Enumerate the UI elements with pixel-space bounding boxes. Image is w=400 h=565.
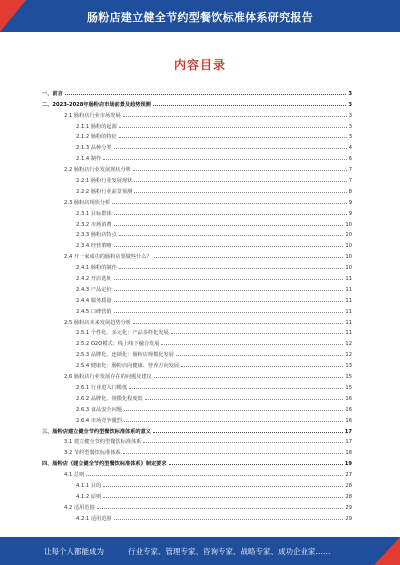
toc-leader-dots [114,290,344,291]
toc-entry-page: 13 [345,363,352,370]
toc-leader-dots [114,301,344,302]
toc-entry[interactable] [42,97,352,108]
toc-entry[interactable] [42,467,352,478]
toc-entry-page: 11 [345,297,352,304]
document-title: 肠粉店建立健全节约型餐饮标准体系研究报告 [87,11,313,24]
toc-entry[interactable] [42,500,352,511]
toc-leader-dots [119,127,347,128]
toc-entry-page: 9 [348,199,352,206]
toc-entry-label: 二、2023-2028年肠粉店市场前景及趋势预测 [42,101,151,108]
table-of-contents [42,86,352,522]
toc-leader-dots [103,159,346,160]
toc-entry-label: 2.6 肠粉店行业发展存在的问题及建议 [64,374,152,381]
toc-entry-page: 3 [348,112,352,119]
toc-entry[interactable] [42,206,352,217]
toc-leader-dots [154,377,344,378]
toc-leader-dots [114,214,347,215]
toc-entry-page: 15 [345,374,352,381]
toc-entry[interactable] [42,402,352,413]
toc-entry-page: 17 [345,439,352,446]
toc-leader-dots [123,116,347,117]
toc-leader-dots [112,203,346,204]
toc-entry[interactable] [42,140,352,151]
header-bar [0,0,400,32]
toc-leader-dots [119,268,344,269]
toc-entry[interactable] [42,108,352,119]
toc-leader-dots [134,181,346,182]
toc-entry[interactable] [42,489,352,500]
toc-entry[interactable] [42,249,352,260]
toc-entry[interactable] [42,130,352,141]
toc-entry-label: 4.1 总则 [64,472,85,479]
toc-entry-page: 10 [345,232,352,239]
toc-entry-page: 11 [345,308,352,315]
toc-leader-dots [119,137,347,138]
toc-entry-label: 三、肠粉店建立健全节约型餐饮标准体系的意义 [42,428,151,435]
toc-entry-label: 四、肠粉店《建立健全节约型餐饮标准体系》制定要求 [42,461,167,468]
footer-slogan-right: 行业专家、管理专家、咨询专家、战略专家、成功企业家…… [128,547,331,556]
toc-leader-dots [153,105,347,106]
toc-entry[interactable] [42,217,352,228]
toc-entry[interactable] [42,173,352,184]
toc-leader-dots [114,519,344,520]
toc-entry-page: 11 [345,319,352,326]
toc-entry-page: 10 [345,221,352,228]
toc-entry-label: 2.3.1 目标群体 [76,210,112,217]
toc-leader-dots [161,344,343,345]
toc-leader-dots [119,235,344,236]
toc-entry-label: 2.5.1 个性化、多元化：产品多样化发展 [76,330,169,337]
toc-entry[interactable] [42,271,352,282]
toc-entry-page: 9 [348,210,352,217]
toc-entry[interactable] [42,282,352,293]
toc-entry-label: 2.4 开一家成功的肠粉店要做些什么？ [64,254,152,261]
toc-leader-dots [114,246,344,247]
toc-entry-page: 15 [345,384,352,391]
toc-entry-page: 11 [345,276,352,283]
toc-entry-label: 2.4.5 口碑营销 [76,308,112,315]
toc-entry-label: 一、前言 [42,90,63,97]
toc-entry-label: 2.1.3 品种分类 [76,145,112,152]
toc-entry-page: 10 [345,243,352,250]
toc-leader-dots [103,497,343,498]
toc-entry-label: 2.4.3 产品定价 [76,286,112,293]
toc-entry[interactable] [42,478,352,489]
toc-leader-dots [114,148,347,149]
toc-entry-page: 4 [348,145,352,152]
toc-leader-dots [86,475,343,476]
toc-entry-page: 16 [345,417,352,424]
toc-leader-dots [154,257,344,258]
toc-entry-page: 18 [345,450,352,457]
toc-entry[interactable] [42,119,352,130]
toc-entry-page: 11 [345,286,352,293]
toc-entry-label: 2.3.4 经营策略 [76,243,112,250]
toc-leader-dots [143,442,343,443]
toc-entry-page: 27 [345,472,352,479]
toc-entry-page: 3 [348,90,352,97]
toc-leader-dots [114,312,344,313]
toc-entry-label: 2.6.4 市场竞争激烈 [76,417,122,424]
toc-entry-label: 2.2 肠粉店行业发展现状分析 [64,167,131,174]
toc-entry-page: 11 [345,330,352,337]
toc-entry-label: 2.5.2 O2O模式：线上线下融合发展 [76,341,160,348]
toc-leader-dots [133,323,343,324]
toc-entry-label: 4.2.1 适用范围 [76,515,112,522]
toc-entry-page: 28 [345,493,352,500]
toc-leader-dots [97,508,344,509]
toc-entry-label: 3.1 建立健全节约型餐饮标准体系 [64,439,142,446]
toc-leader-dots [124,421,343,422]
toc-entry[interactable] [42,391,352,402]
toc-entry-page: 3 [348,123,352,130]
toc-entry-label: 2.1.2 肠粉的特征 [76,134,117,141]
toc-entry-label: 2.1.1 肠粉的起源 [76,123,117,130]
toc-entry-label: 2.4.1 肠粉的制作 [76,265,117,272]
toc-leader-dots [145,399,344,400]
toc-entry-page: 17 [344,428,352,435]
toc-entry-label: 4.2 适用范围 [64,504,95,511]
toc-leader-dots [123,453,344,454]
toc-leader-dots [171,333,344,334]
toc-entry-label: 2.4.4 服务质量 [76,297,112,304]
toc-entry-label: 2.2.2 肠粉行业前景预测 [76,188,133,195]
toc-entry[interactable] [42,315,352,326]
toc-entry-label: 2.6.1 行业进入门槛低 [76,384,128,391]
toc-entry-page: 7 [348,167,352,174]
toc-title: 内容目录 [173,58,226,72]
toc-leader-dots [133,170,347,171]
toc-entry[interactable] [42,151,352,162]
toc-entry-page: 10 [345,265,352,272]
toc-entry-page: 29 [345,504,352,511]
toc-entry-page: 6 [348,156,352,163]
toc-leader-dots [169,464,343,465]
toc-entry-label: 2.5.3 品牌化、连锁化：肠粉店规模化发展 [76,352,174,359]
toc-entry-label: 2.3.2 市场消费 [76,221,112,228]
toc-entry[interactable] [42,228,352,239]
toc-entry[interactable] [42,511,352,522]
toc-entry[interactable] [42,456,352,467]
toc-leader-dots [129,388,343,389]
toc-entry-page: 29 [345,515,352,522]
toc-entry[interactable] [42,184,352,195]
footer-red-triangle [374,537,400,565]
footer-slogan-left: 让每个人都能成为 [44,547,104,556]
toc-leader-dots [153,432,343,433]
toc-entry-label: 2.5 肠粉店未来发展趋势分析 [64,319,131,326]
toc-leader-dots [124,410,343,411]
toc-entry[interactable] [42,86,352,97]
toc-entry-page: 8 [348,188,352,195]
toc-leader-dots [103,486,343,487]
toc-entry[interactable] [42,380,352,391]
toc-entry-page: 10 [345,254,352,261]
toc-leader-dots [114,279,344,280]
toc-entry-label: 2.1.4 制作 [76,156,102,163]
toc-entry[interactable] [42,369,352,380]
toc-entry-label: 2.6.2 品牌化、规模化程度低 [76,395,143,402]
toc-entry-label: 2.5.4 健康化：肠粉店向健康、营养方向发展 [76,363,180,370]
toc-entry-label: 2.3.3 肠粉店特点 [76,232,117,239]
toc-entry[interactable] [42,336,352,347]
toc-entry-page: 3 [348,134,352,141]
toc-entry-page: 7 [348,178,352,185]
toc-entry-page: 28 [345,482,352,489]
toc-entry-label: 4.1.2 原则 [76,493,102,500]
toc-entry[interactable] [42,347,352,358]
toc-entry[interactable] [42,445,352,456]
toc-entry-page: 16 [345,406,352,413]
toc-leader-dots [65,94,347,95]
toc-entry[interactable] [42,358,352,369]
footer-bar [0,537,400,565]
toc-entry[interactable] [42,304,352,315]
toc-entry-label: 4.1.1 目的 [76,482,102,489]
toc-leader-dots [181,366,343,367]
toc-entry-page: 12 [345,341,352,348]
toc-leader-dots [134,192,346,193]
toc-entry[interactable] [42,293,352,304]
toc-entry-label: 2.3 肠粉店现状分析 [64,199,111,206]
toc-entry-label: 2.2.1 肠粉行业发展现状 [76,178,133,185]
toc-entry[interactable] [42,424,352,435]
toc-entry[interactable] [42,260,352,271]
toc-entry[interactable] [42,413,352,424]
toc-entry-label: 2.4.2 开店选址 [76,276,112,283]
toc-leader-dots [114,225,344,226]
toc-entry[interactable] [42,326,352,337]
toc-entry-page: 12 [345,352,352,359]
toc-entry[interactable] [42,238,352,249]
toc-entry-label: 3.2 节约型餐饮标准体系 [64,450,121,457]
toc-leader-dots [176,355,344,356]
toc-entry-page: 3 [348,101,352,108]
toc-entry[interactable] [42,195,352,206]
toc-entry-label: 2.1 肠粉店行业市场发展 [64,112,121,119]
toc-entry-page: 16 [345,395,352,402]
toc-entry-page: 19 [344,461,352,468]
toc-entry[interactable] [42,435,352,446]
toc-entry[interactable] [42,162,352,173]
toc-entry-label: 2.6.3 食品安全问题 [76,406,122,413]
